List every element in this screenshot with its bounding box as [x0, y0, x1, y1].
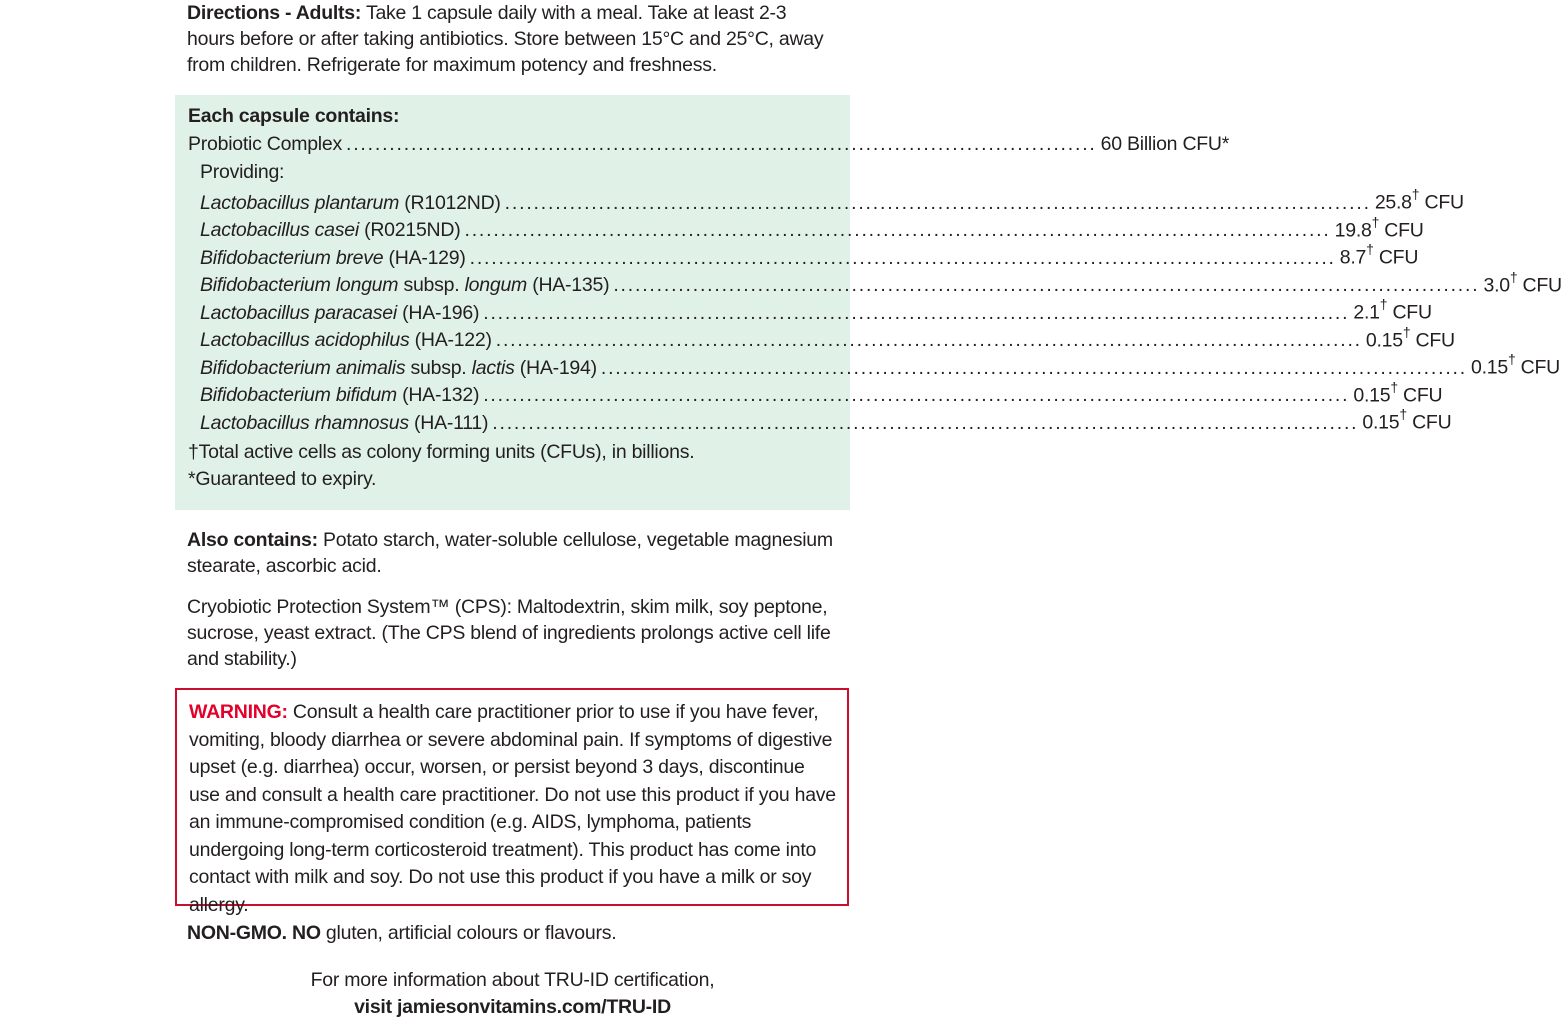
strain-row: [200, 378, 1443, 408]
leader-dots: ........................................................................................................................: [464, 219, 1331, 241]
strain-name: [200, 192, 501, 215]
strain-amount: [1483, 268, 1562, 298]
strain-value: 0.15: [1353, 384, 1391, 406]
strain-code: (HA-122): [409, 329, 492, 351]
strain-code: (R0215ND): [358, 219, 461, 241]
strain-name: [200, 302, 479, 325]
strain-unit: CFU: [1515, 356, 1560, 379]
strain-name: [200, 274, 609, 297]
probiotic-complex-row: [188, 133, 1230, 156]
strain-row: [200, 213, 1424, 243]
non-gmo-text: gluten, artificial colours or flavours.: [320, 922, 617, 944]
strain-value: 2.1: [1353, 301, 1380, 324]
expiry-footnote: *Guaranteed to expiry.: [188, 468, 377, 490]
strain-value: 8.7: [1339, 246, 1367, 269]
strain-species: Bifidobacterium longum: [200, 274, 399, 296]
strain-unit: CFU: [1517, 274, 1562, 296]
leader-dots: ........................................................................................................................: [613, 274, 1480, 296]
strain-row: [200, 241, 1419, 270]
strain-species: Bifidobacterium breve: [200, 246, 384, 269]
strain-unit: CFU: [1419, 191, 1464, 214]
strain-species: Lactobacillus casei: [200, 219, 359, 241]
also-contains-text: Potato starch, water-soluble cellulose, vegetable magnesium stearate, ascorbic acid.: [187, 529, 833, 577]
dagger-mark: †: [1411, 186, 1420, 202]
strain-amount: [1362, 408, 1451, 435]
strain-species: Bifidobacterium bifidum: [200, 384, 397, 406]
cfu-footnote: †Total active cells as colony forming units (CFUs), in billions.: [188, 441, 695, 463]
dagger-mark: †: [1509, 268, 1518, 285]
strain-unit: CFU: [1397, 384, 1443, 406]
also-contains-paragraph: [187, 527, 837, 579]
dagger-mark: †: [1379, 296, 1388, 312]
strain-code: (HA-111): [408, 411, 489, 434]
leader-dots: ........................................................................................................................: [600, 356, 1467, 379]
also-contains-label: Also contains:: [187, 529, 318, 551]
strain-species: Bifidobacterium animalis: [200, 356, 406, 379]
leader-dots: ........................................................................................................................: [483, 384, 1350, 406]
directions-label: Directions - Adults:: [187, 2, 362, 24]
strain-value: 0.15: [1471, 356, 1508, 379]
strain-name: [200, 219, 460, 242]
strain-subspecies: longum: [464, 274, 528, 296]
strain-row: [200, 406, 1452, 435]
strain-unit: CFU: [1406, 411, 1452, 434]
dagger-mark: †: [1402, 323, 1411, 340]
strain-row: [200, 323, 1455, 353]
strain-name: [200, 329, 492, 352]
cps-paragraph: Cryobiotic Protection System™ (CPS): Maltodextrin, skim milk, soy peptone, sucrose, yeast extract. (The CPS blend of ingredients prolongs active cell life and stability.): [187, 596, 831, 670]
complex-name: Probiotic Complex: [188, 133, 342, 155]
capsule-contents-title: Each capsule contains:: [188, 105, 400, 127]
website-link[interactable]: visit jamiesonvitamins.com/TRU-ID: [354, 996, 671, 1018]
warning-paragraph: [189, 699, 839, 919]
dagger-mark: †: [1366, 241, 1374, 257]
strain-code: (HA-135): [527, 274, 610, 296]
strain-amount: [1334, 213, 1424, 243]
strain-unit: CFU: [1387, 301, 1432, 324]
strain-row: [200, 186, 1464, 215]
dagger-mark: †: [1507, 351, 1516, 367]
leader-dots: ........................................................................................................................: [469, 246, 1336, 269]
strain-subspecies-prefix: subsp.: [398, 274, 465, 296]
strain-value: 25.8: [1374, 191, 1412, 214]
warning-box: [175, 688, 849, 916]
leader-dots: ........................................................................................................: [345, 133, 1097, 155]
more-info-footer: [175, 967, 850, 1021]
strain-row: [200, 296, 1432, 325]
strain-amount: [1340, 243, 1418, 270]
providing-label: Providing:: [200, 161, 285, 183]
strain-unit: CFU: [1379, 219, 1424, 241]
strain-value: 0.15: [1365, 329, 1403, 351]
strain-row: [200, 351, 1560, 380]
warning-label: WARNING:: [189, 701, 288, 723]
non-gmo-label: NON-GMO. NO: [187, 922, 321, 944]
more-info-line: For more information about TRU-ID certification,: [310, 969, 715, 991]
directions-text: Take 1 capsule daily with a meal. Take at least 2-3 hours before or after taking antibiotics. Store between 15°C and 25°C, away from children. Refrigerate for maximum potency and freshness.: [187, 2, 824, 76]
strain-unit: CFU: [1410, 329, 1455, 351]
leader-dots: ........................................................................................................................: [495, 329, 1362, 351]
strain-code: (HA-196): [396, 301, 480, 324]
strain-name: [200, 412, 488, 435]
strain-code: (R1012ND): [399, 191, 501, 214]
strain-code: (HA-132): [396, 384, 480, 406]
dagger-mark: †: [1399, 406, 1407, 422]
dagger-mark: †: [1390, 378, 1398, 395]
strain-name: [200, 384, 479, 407]
directions-paragraph: [187, 0, 837, 78]
leader-dots: ........................................................................................................................: [483, 301, 1350, 324]
non-gmo-statement: [187, 920, 616, 946]
strain-row: [200, 268, 1562, 298]
strain-code: (HA-129): [383, 246, 466, 269]
strain-amount: [1353, 378, 1443, 408]
capsule-contents-panel: [175, 95, 1562, 510]
strain-value: 19.8: [1334, 219, 1372, 241]
strain-amount: [1471, 353, 1560, 380]
strain-subspecies: lactis: [471, 356, 515, 379]
strain-unit: CFU: [1373, 246, 1419, 269]
strain-code: (HA-194): [514, 356, 597, 379]
strain-name: [200, 357, 597, 380]
strain-value: 3.0: [1483, 274, 1510, 296]
strain-subspecies-prefix: subsp.: [405, 356, 472, 379]
strain-species: Lactobacillus plantarum: [200, 191, 400, 214]
strain-species: Lactobacillus paracasei: [200, 301, 397, 324]
leader-dots: ........................................................................................................................: [504, 191, 1371, 214]
strain-species: Lactobacillus acidophilus: [200, 329, 410, 351]
leader-dots: ........................................................................................................................: [492, 411, 1359, 434]
warning-text: Consult a health care practitioner prior to use if you have fever, vomiting, bloody diarrhea or severe abdominal pain. If symptoms of digestive upset (e.g. diarrhea) occur, worsen, or persist beyond 3 days, discontinue use and consult a health care practitioner. Do not use this product if you have an immune-compromised condition (e.g. AIDS, lymphoma, patients undergoing long-term corticosteroid treatment). This product has come into contact with milk and soy. Do not use this product if you have a milk or soy allergy.: [189, 701, 836, 916]
strain-value: 0.15: [1362, 411, 1400, 434]
strain-amount: [1365, 323, 1455, 353]
strain-amount: [1353, 298, 1431, 325]
complex-amount: 60 Billion CFU*: [1100, 133, 1230, 155]
strain-name: [200, 247, 466, 270]
dagger-mark: †: [1371, 213, 1380, 230]
strain-amount: [1375, 188, 1464, 215]
strain-species: Lactobacillus rhamnosus: [200, 411, 409, 434]
